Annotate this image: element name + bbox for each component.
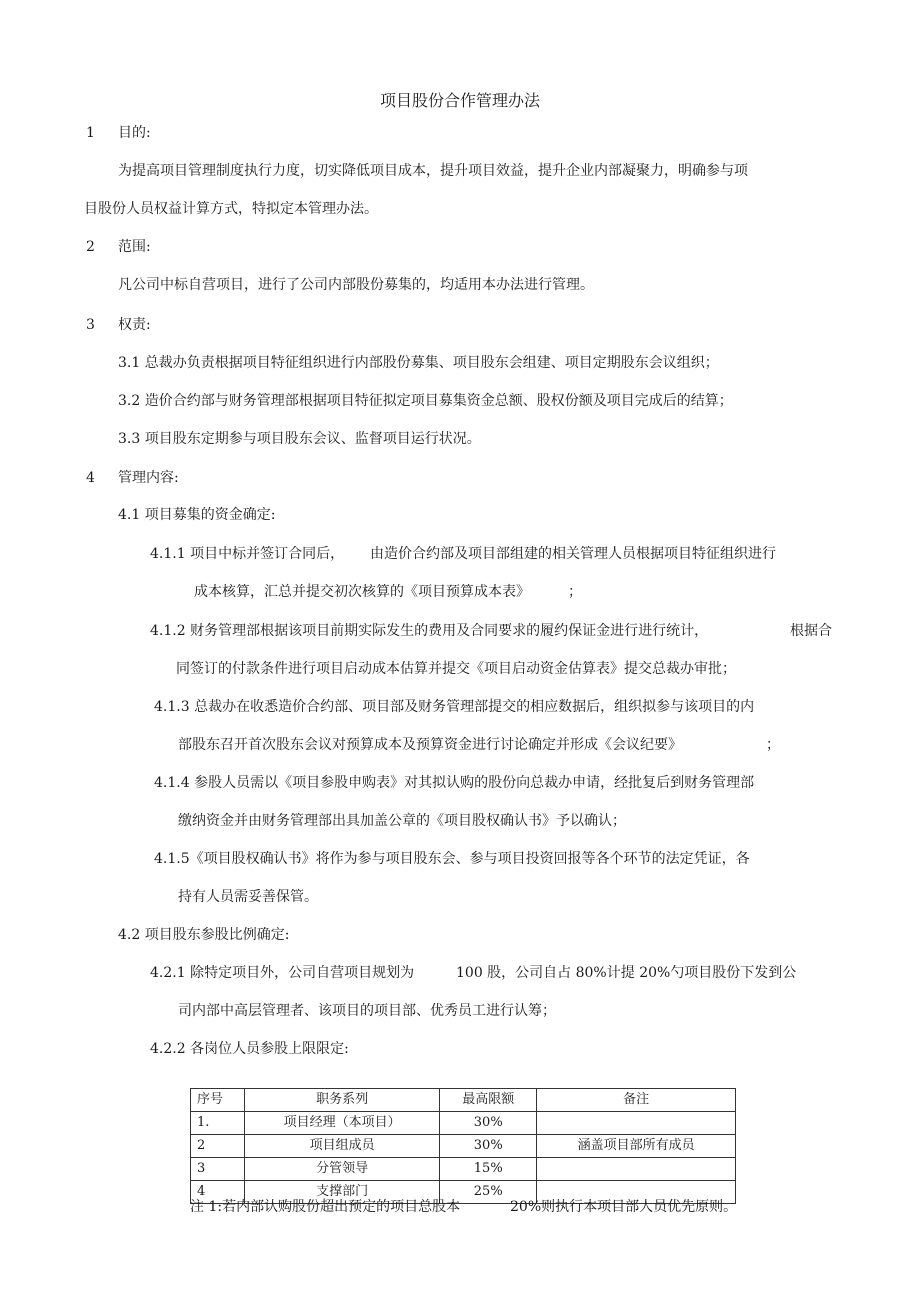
section-number: 4: [86, 470, 95, 486]
table-cell: 2: [191, 1135, 245, 1158]
limits-table: [190, 1088, 736, 1204]
clause: 3.2 造价合约部与财务管理部根据项目特征拟定项目募集资金总额、股权份额及项目完成后的结算；: [118, 393, 733, 409]
clause: 缴纳资金并由财务管理部出具加盖公章的《项目股权确认书》予以确认；: [178, 813, 626, 829]
clause: 4.1.5《项目股权确认书》将作为参与项目股东会、参与项目投资回报等各个环节的法定凭证，各: [154, 851, 750, 867]
clause: 4.1.2 财务管理部根据该项目前期实际发生的费用及合同要求的履约保证金进行进行统计，: [150, 623, 709, 639]
table-cell: 涵盖项目部所有成员: [537, 1135, 736, 1158]
clause: 成本核算，汇总并提交初次核算的《项目预算成本表》: [194, 584, 530, 600]
table-cell: 25%: [440, 1181, 537, 1204]
table-cell: [537, 1112, 736, 1135]
table-header-row: [191, 1089, 736, 1112]
table-cell: 15%: [440, 1158, 537, 1181]
subsection-heading: 4.2 项目股东参股比例确定:: [118, 927, 290, 943]
table-cell: [537, 1158, 736, 1181]
page-title: 项目股份合作管理办法: [379, 91, 540, 110]
section-number: 1: [86, 125, 95, 141]
paragraph: 目股份人员权益计算方式，特拟定本管理办法。: [84, 201, 378, 217]
table-header-cell: 最高限额: [440, 1089, 537, 1112]
section-number: 3: [86, 317, 95, 333]
clause: 3.1 总裁办负责根据项目特征组织进行内部股份募集、项目股东会组建、项目定期股东会议组织；: [118, 355, 719, 371]
table-header-cell: 序号: [191, 1089, 245, 1112]
footnote: 注 1:若内部认购股份超出预定的项目总股本: [190, 1199, 461, 1215]
clause: 4.1.3 总裁办在收悉造价合约部、项目部及财务管理部提交的相应数据后，组织拟参与该项目的内: [154, 699, 755, 715]
clause: 100 股，公司自占 80%计提 20%勺项目股份下发到公: [456, 965, 797, 981]
clause: 同签订的付款条件进行项目启动成本估算并提交《项目启动资金估算表》提交总裁办审批；: [176, 661, 736, 677]
table-cell: 支撑部门: [244, 1181, 439, 1204]
section-heading: 目的:: [118, 125, 151, 141]
table-header-cell: 备注: [537, 1089, 736, 1112]
clause: ；: [568, 584, 582, 600]
clause: 部股东召开首次股东会议对预算成本及预算资金进行讨论确定并形成《会议纪要》: [178, 737, 682, 753]
section-heading: 范围:: [118, 239, 151, 255]
clause: 4.1.4 参股人员需以《项目参股申购表》对其拟认购的股份向总裁办申请，经批复后到财务管理部: [154, 775, 755, 791]
table-row: [191, 1158, 736, 1181]
table-header-cell: 职务系列: [244, 1089, 439, 1112]
table-cell: 3: [191, 1158, 245, 1181]
clause: 3.3 项目股东定期参与项目股东会议、监督项目运行状况。: [118, 431, 481, 447]
table-cell: 4: [191, 1181, 245, 1204]
table-cell: 30%: [440, 1112, 537, 1135]
clause: 司内部中高层管理者、该项目的项目部、优秀员工进行认筹；: [178, 1003, 556, 1019]
footnote: 20%则执行本项目部人员优先原则。: [510, 1199, 738, 1215]
clause: 持有人员需妥善保管。: [178, 889, 318, 905]
clause: 根据合: [790, 623, 832, 639]
section-heading: 管理内容:: [118, 470, 179, 486]
clause: 4.2.1 除特定项目外，公司自营项目规划为: [150, 965, 415, 981]
table-cell: 分管领导: [244, 1158, 439, 1181]
table-row: [191, 1135, 736, 1158]
table-cell: 项目组成员: [244, 1135, 439, 1158]
table-cell: 30%: [440, 1135, 537, 1158]
clause: 4.2.2 各岗位人员参股上限限定:: [150, 1041, 349, 1057]
subsection-heading: 4.1 项目募集的资金确定:: [118, 507, 276, 523]
table-cell: 1.: [191, 1112, 245, 1135]
paragraph: 凡公司中标自营项目，进行了公司内部股份募集的，均适用本办法进行管理。: [118, 277, 594, 293]
section-number: 2: [86, 239, 95, 255]
section-heading: 权责:: [118, 317, 151, 333]
paragraph: 为提高项目管理制度执行力度，切实降低项目成本，提升项目效益，提升企业内部凝聚力，明确参与项: [118, 163, 748, 179]
clause: 4.1.1 项目中标并签订合同后，: [150, 546, 345, 562]
table-cell: 项目经理（本项目）: [244, 1112, 439, 1135]
clause: 由造价合约部及项目部组建的相关管理人员根据项目特征组织进行: [370, 546, 776, 562]
table-row: [191, 1112, 736, 1135]
clause: ；: [766, 737, 780, 753]
